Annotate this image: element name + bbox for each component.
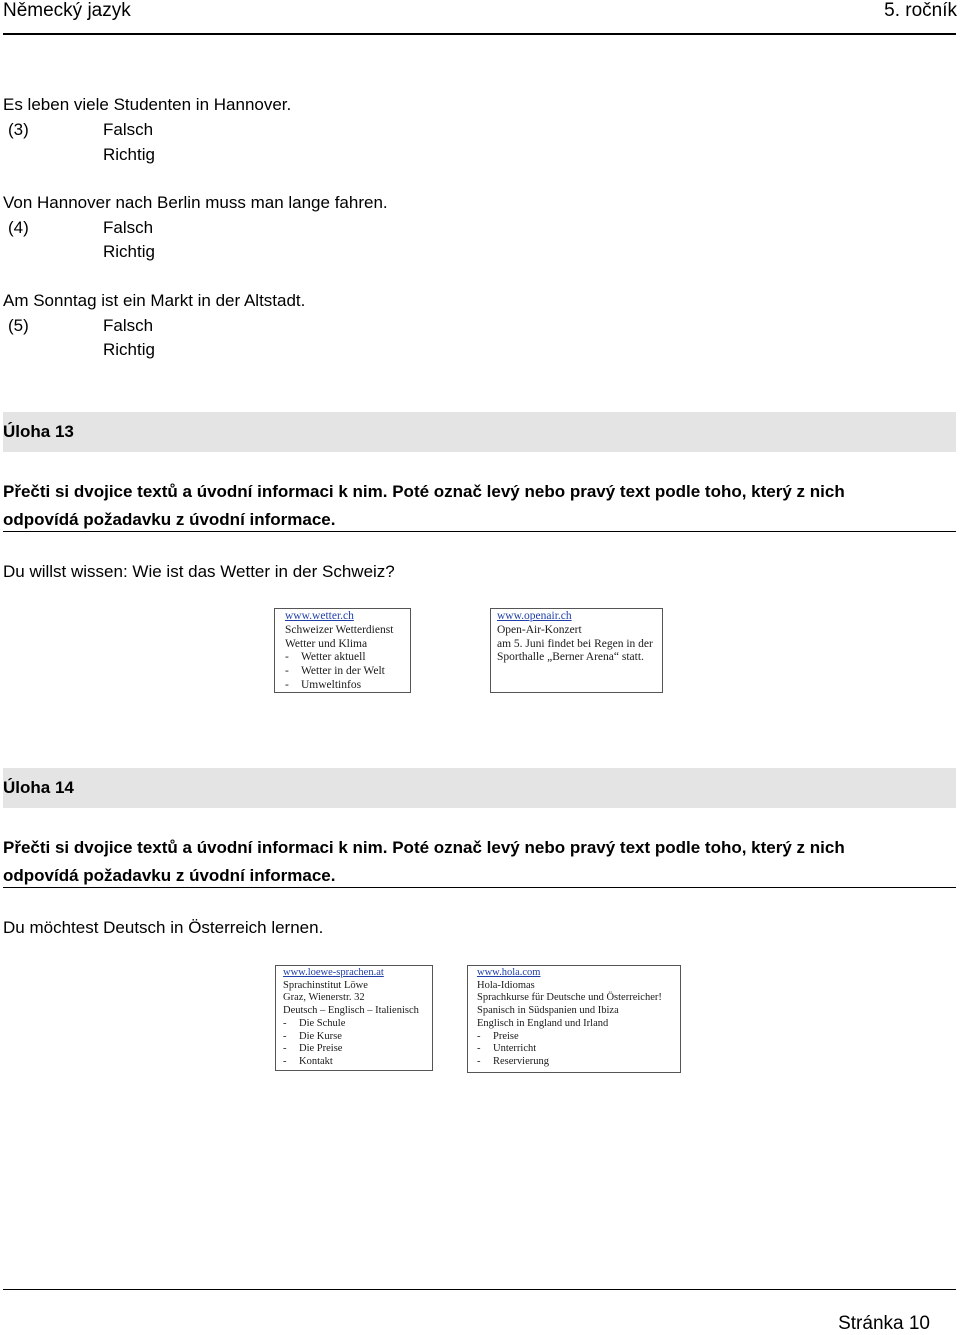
task-14-right-line: Hola-Idiomas (477, 979, 535, 991)
task-14-instruction: Přečti si dvojice textů a úvodní informaci k nim. Poté označ levý nebo pravý text podle toho, který z nich odpovídá požadavku z úvodní informace. (3, 838, 845, 885)
task-13-right-url: www.openair.ch (497, 610, 572, 622)
question-3-statement: Es leben viele Studenten in Hannover. (3, 95, 292, 114)
document-grade: 5. ročník (884, 0, 957, 21)
task-13-left-item: - Wetter aktuell (301, 651, 406, 665)
task-14-right-item: - Reservierung (493, 1056, 676, 1069)
question-4-option-falsch[interactable]: Falsch (103, 218, 154, 237)
question-4-option-richtig[interactable]: Richtig (103, 242, 155, 261)
question-4-number: (4) (8, 218, 29, 237)
task-13-left-item: - Wetter in der Welt (301, 665, 406, 679)
task-13-rule (3, 531, 956, 532)
page-number: Stránka 10 (838, 1313, 930, 1334)
task-13-left-option[interactable] (274, 608, 411, 693)
document-subject: Německý jazyk (3, 0, 131, 21)
task-14-left-url: www.loewe-sprachen.at (283, 967, 384, 978)
question-5-option-richtig[interactable]: Richtig (103, 340, 155, 359)
task-14-right-option[interactable] (467, 965, 681, 1073)
question-5-statement: Am Sonntag ist ein Markt in der Altstadt. (3, 291, 306, 310)
task-13-prompt: Du willst wissen: Wie ist das Wetter in der Schweiz? (3, 562, 395, 581)
task-14-right-line: Sprachkurse für Deutsche und Österreicher! (477, 992, 662, 1004)
task-13-right-line: Sporthalle „Berner Arena“ statt. (497, 651, 644, 664)
task-14-prompt: Du möchtest Deutsch in Österreich lernen. (3, 918, 324, 937)
task-14-right-line: Spanisch in Südspanien und Ibiza (477, 1005, 619, 1017)
task-14-right-url: www.hola.com (477, 967, 541, 978)
task-14-left-item: - Die Preise (299, 1043, 428, 1056)
task-14-left-line: Sprachinstitut Löwe (283, 979, 368, 991)
question-3-option-falsch[interactable]: Falsch (103, 120, 154, 139)
header-rule (3, 33, 956, 35)
task-14-title: Úloha 14 (3, 778, 74, 797)
task-13-right-line: Open-Air-Konzert (497, 623, 582, 636)
task-13-right-line: am 5. Juni findet bei Regen in der (497, 637, 653, 650)
question-5-number: (5) (8, 316, 29, 335)
task-14-rule (3, 887, 956, 888)
task-14-right-item: - Preise (493, 1031, 676, 1044)
task-13-right-option[interactable] (490, 608, 663, 693)
question-5-option-falsch[interactable]: Falsch (103, 316, 154, 335)
question-4-statement: Von Hannover nach Berlin muss man lange fahren. (3, 193, 388, 212)
task-14-right-line: Englisch in England und Irland (477, 1017, 609, 1029)
task-13-title: Úloha 13 (3, 422, 74, 441)
task-14-right-item: - Unterricht (493, 1043, 676, 1056)
task-14-left-option[interactable] (275, 965, 433, 1071)
footer-rule (3, 1289, 956, 1290)
task-14-left-line: Deutsch – Englisch – Italienisch (283, 1005, 419, 1017)
task-13-header-bar (3, 412, 956, 452)
task-13-left-item: - Umweltinfos (301, 679, 406, 693)
task-14-header-bar (3, 768, 956, 808)
task-14-left-item: - Kontakt (299, 1056, 428, 1069)
task-13-left-url: www.wetter.ch (285, 610, 354, 622)
question-3-option-richtig[interactable]: Richtig (103, 145, 155, 164)
task-14-left-item: - Die Schule (299, 1018, 428, 1031)
task-13-instruction: Přečti si dvojice textů a úvodní informaci k nim. Poté označ levý nebo pravý text podle toho, který z nich odpovídá požadavku z úvodní informace. (3, 482, 845, 529)
task-13-left-line: Wetter und Klima (285, 637, 368, 650)
task-14-left-line: Graz, Wienerstr. 32 (283, 992, 365, 1004)
question-3-number: (3) (8, 120, 29, 139)
task-14-left-item: - Die Kurse (299, 1031, 428, 1044)
task-13-left-line: Schweizer Wetterdienst (285, 623, 394, 636)
